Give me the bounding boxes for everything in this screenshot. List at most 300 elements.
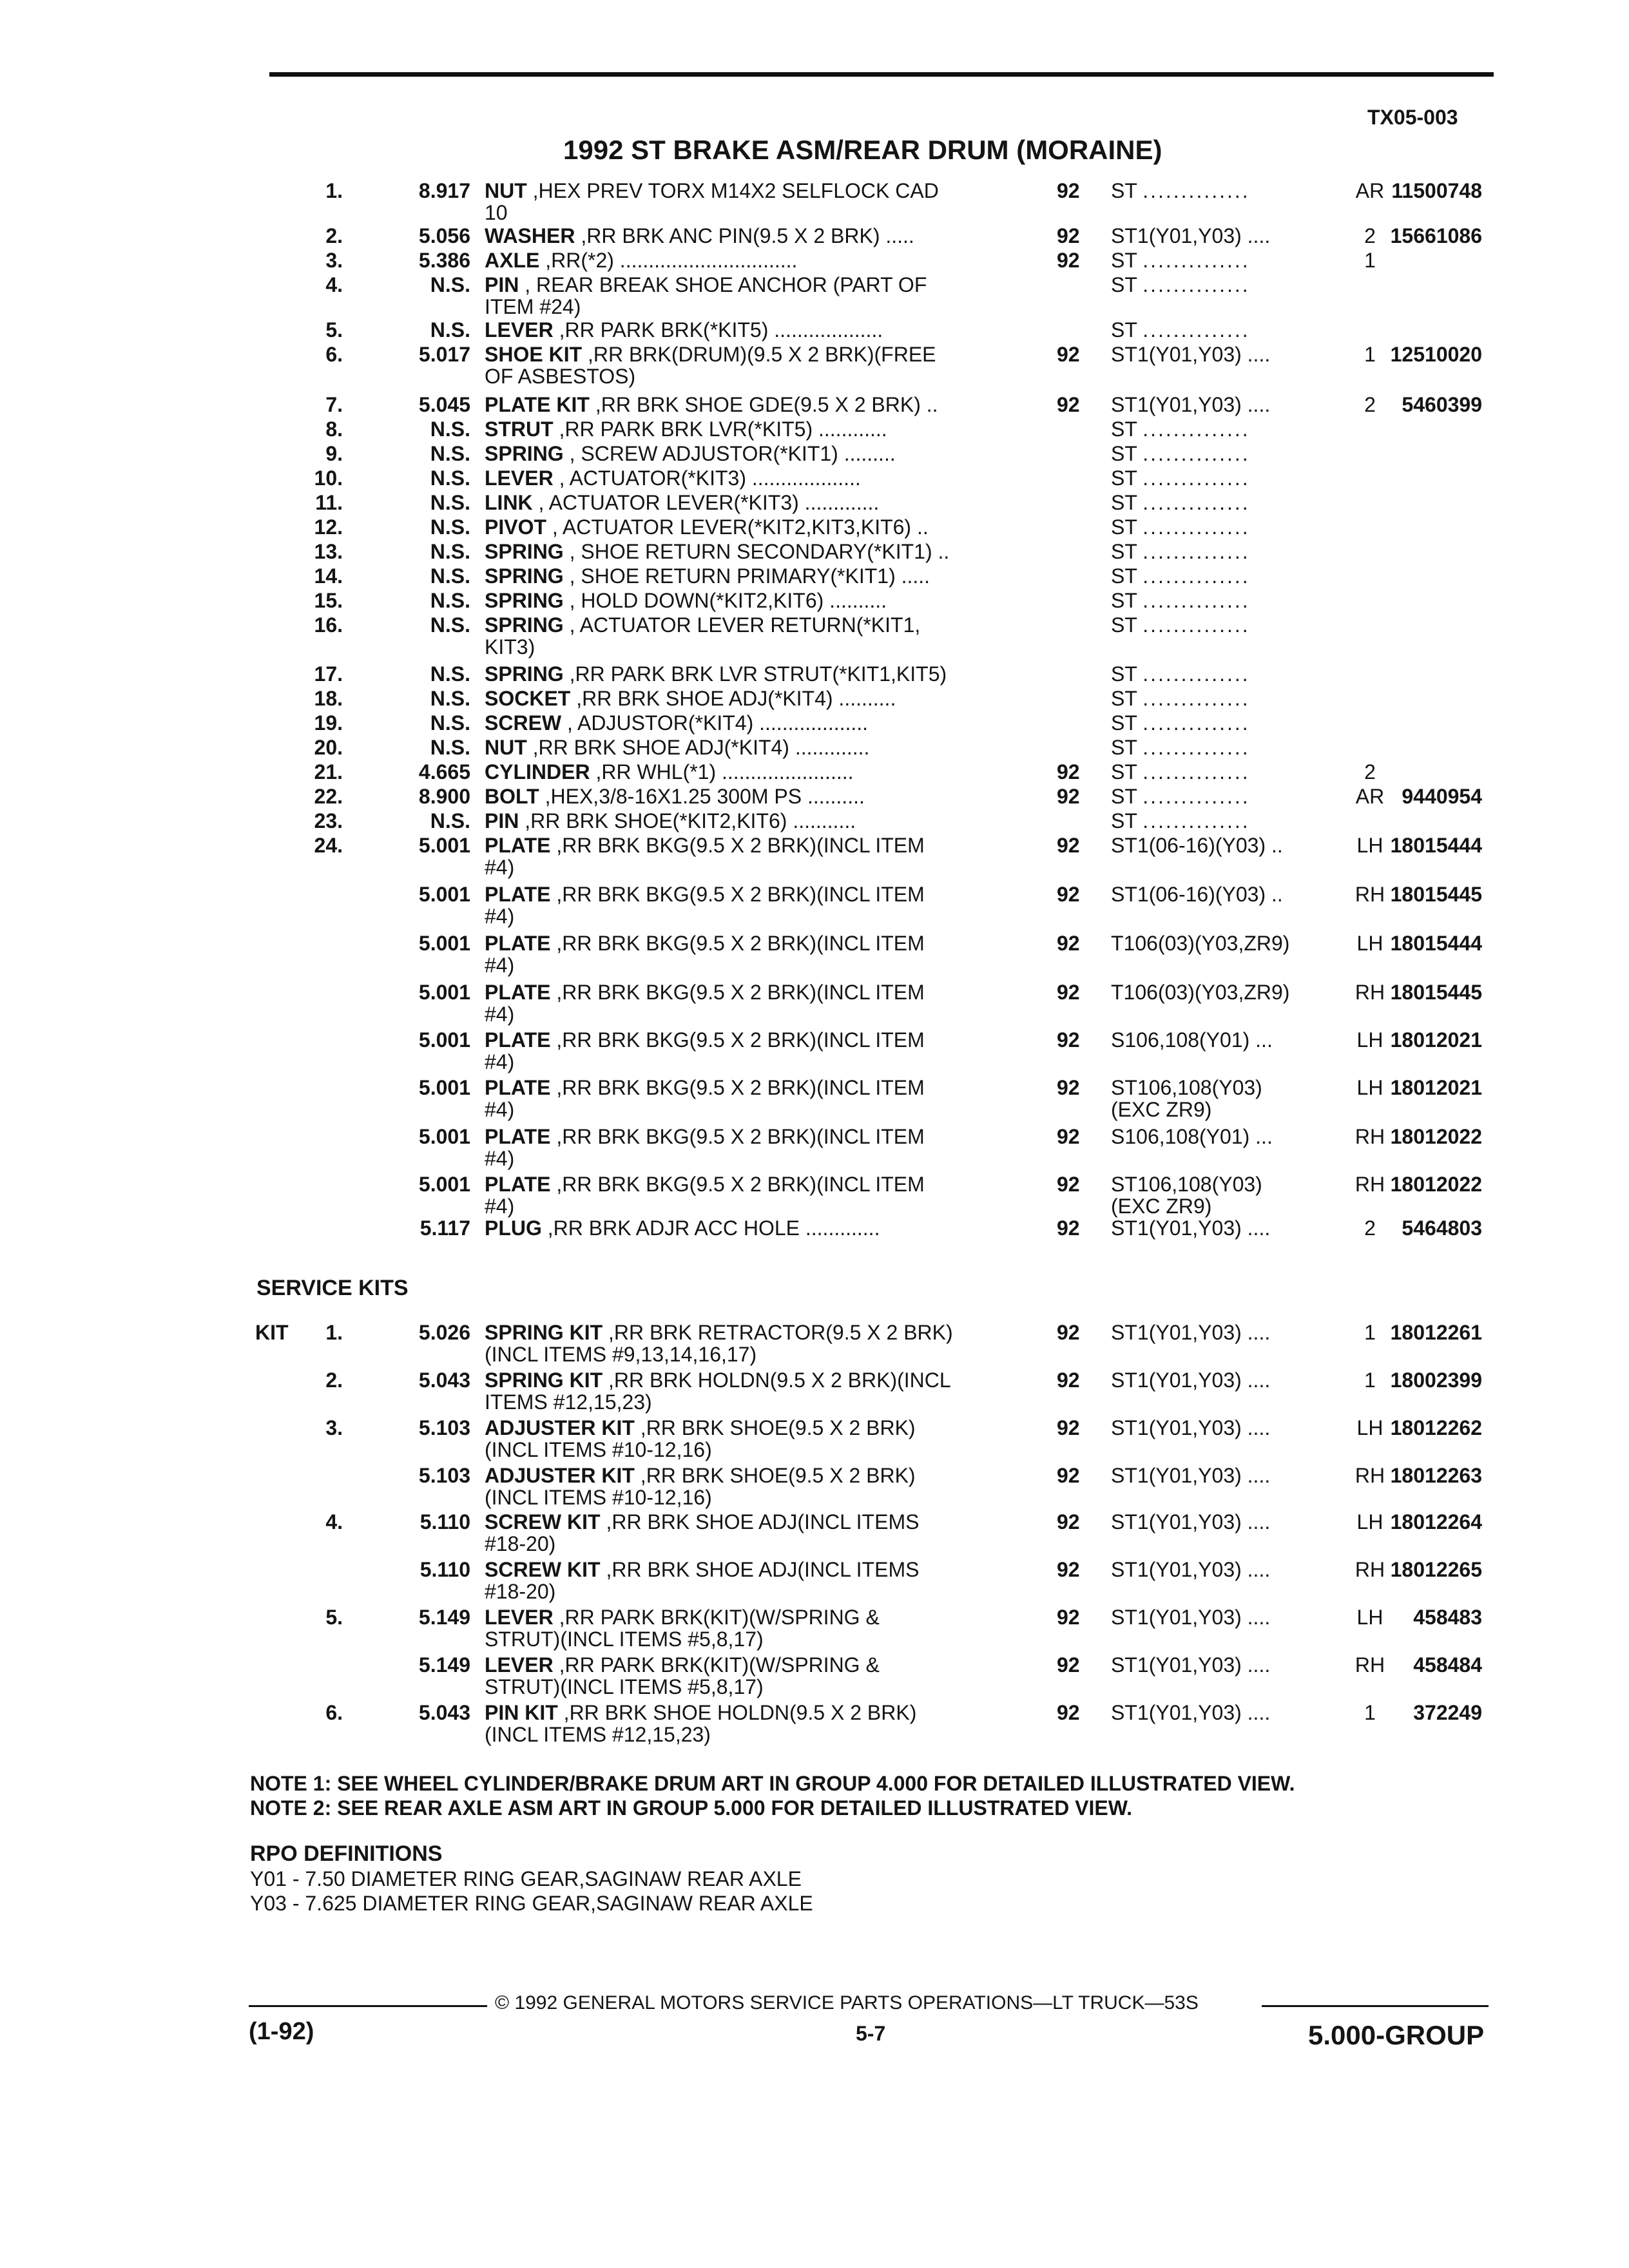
leader-dots: .............. — [1142, 589, 1250, 612]
item-number: 1. — [325, 179, 343, 202]
part-name: WASHER — [485, 224, 575, 247]
part-row — [0, 394, 1629, 420]
model-code: ST — [1111, 564, 1137, 588]
part-name: CYLINDER — [485, 760, 590, 783]
part-number: 18012022 — [1390, 1173, 1482, 1196]
part-row — [0, 443, 1629, 469]
part-name: PLATE — [485, 1173, 551, 1196]
part-row — [0, 590, 1629, 616]
part-row — [0, 343, 1629, 388]
kit-row — [0, 1321, 1629, 1366]
part-detail: ,RR BRK BKG(9.5 X 2 BRK)(INCL ITEM — [556, 883, 925, 906]
part-detail: ,HEX,3/8-16X1.25 300M PS .......... — [545, 785, 865, 808]
part-description — [485, 811, 856, 831]
part-name: PLATE — [485, 981, 551, 1004]
part-description — [485, 1077, 925, 1098]
part-row — [0, 1218, 1629, 1244]
kit-row — [0, 1464, 1629, 1509]
model-year: 92 — [1057, 1464, 1080, 1487]
model-year: 92 — [1057, 1321, 1080, 1344]
part-name: NUT — [485, 736, 527, 759]
description-continuation: #4) — [485, 954, 515, 977]
part-name: LEVER — [485, 466, 554, 490]
part-detail: , SCREW ADJUSTOR(*KIT1) ......... — [569, 442, 896, 465]
part-row — [0, 1076, 1629, 1121]
part-number: 18012021 — [1390, 1076, 1482, 1099]
part-name: SPRING KIT — [485, 1369, 603, 1392]
model-usage — [1111, 1655, 1270, 1675]
part-description — [485, 250, 797, 271]
item-number: 17. — [314, 662, 343, 686]
catalog-group: N.S. — [430, 491, 470, 514]
model-usage — [1111, 590, 1250, 611]
part-number: 9440954 — [1402, 785, 1482, 808]
part-number: 5464803 — [1402, 1216, 1482, 1240]
model-code: ST — [1111, 687, 1137, 710]
model-usage — [1111, 274, 1250, 295]
part-name: PLATE — [485, 883, 551, 906]
part-description — [485, 1322, 953, 1343]
model-year: 92 — [1057, 343, 1080, 366]
part-name: PLATE — [485, 1076, 551, 1099]
catalog-group: N.S. — [430, 687, 470, 710]
model-code: ST1(Y01,Y03) .... — [1111, 1606, 1271, 1629]
kit-row — [0, 1701, 1629, 1746]
part-row — [0, 468, 1629, 494]
rpo-line-y03: Y03 - 7.625 DIAMETER RING GEAR,SAGINAW REAR AXLE — [250, 1892, 813, 1915]
model-usage — [1111, 492, 1250, 513]
part-name: PLATE KIT — [485, 393, 590, 416]
model-usage — [1111, 1512, 1270, 1532]
model-code: ST — [1111, 418, 1137, 441]
part-detail: ,RR BRK SHOE HOLDN(9.5 X 2 BRK) — [563, 1701, 917, 1724]
item-number: 5. — [325, 318, 343, 341]
catalog-group: N.S. — [430, 515, 470, 539]
catalog-group: 5.043 — [418, 1369, 470, 1392]
model-year: 92 — [1057, 1510, 1080, 1533]
item-number: 15. — [314, 589, 343, 612]
part-row — [0, 541, 1629, 567]
part-detail: ,RR BRK ANC PIN(9.5 X 2 BRK) ..... — [581, 224, 914, 247]
part-description — [485, 344, 936, 365]
model-code: ST1(Y01,Y03) .... — [1111, 1321, 1271, 1344]
part-row — [0, 492, 1629, 518]
quantity: LH — [1356, 834, 1383, 857]
part-number: 15661086 — [1390, 224, 1482, 247]
part-row — [0, 179, 1629, 224]
part-detail: ,RR BRK(DRUM)(9.5 X 2 BRK)(FREE — [588, 343, 936, 366]
model-code: ST — [1111, 249, 1137, 272]
model-usage — [1111, 541, 1250, 562]
catalog-group: 5.149 — [418, 1653, 470, 1677]
part-description — [485, 664, 947, 684]
model-year: 92 — [1057, 834, 1080, 857]
item-number: 6. — [325, 1701, 343, 1724]
model-year: 92 — [1057, 1701, 1080, 1724]
item-number: 11. — [315, 491, 343, 514]
item-number: 1. — [325, 1321, 343, 1344]
description-continuation: 10 — [485, 201, 508, 224]
footer-date: (1-92) — [249, 2018, 314, 2045]
quantity: LH — [1356, 1028, 1383, 1052]
quantity: 1 — [1364, 1321, 1376, 1344]
part-detail: ,RR BRK SHOE GDE(9.5 X 2 BRK) .. — [595, 393, 938, 416]
model-code: ST106,108(Y03) — [1111, 1173, 1262, 1196]
part-name: PIVOT — [485, 515, 547, 539]
item-number: 8. — [325, 418, 343, 441]
note-1: NOTE 1: SEE WHEEL CYLINDER/BRAKE DRUM ART IN GROUP 4.000 FOR DETAILED ILLUSTRATED VIEW. — [250, 1772, 1295, 1795]
model-code: ST1(06-16)(Y03) .. — [1111, 834, 1283, 857]
part-number: 11500748 — [1391, 179, 1482, 202]
description-continuation: (INCL ITEMS #10-12,16) — [485, 1438, 712, 1461]
description-continuation: (INCL ITEMS #10-12,16) — [485, 1486, 712, 1509]
part-detail: ,RR BRK SHOE ADJ(INCL ITEMS — [606, 1510, 920, 1533]
part-row — [0, 811, 1629, 836]
catalog-group: 5.001 — [418, 1125, 470, 1148]
quantity: 2 — [1364, 760, 1376, 783]
model-code: ST — [1111, 589, 1137, 612]
model-year: 92 — [1057, 179, 1080, 202]
item-number: 3. — [325, 1416, 343, 1439]
model-year: 92 — [1057, 981, 1080, 1004]
part-description — [485, 443, 896, 464]
part-number: 458484 — [1413, 1653, 1482, 1677]
description-continuation: ITEMS #12,15,23) — [485, 1390, 652, 1414]
part-detail: ,RR BRK SHOE(*KIT2,KIT6) ........... — [525, 809, 856, 832]
catalog-group: 5.149 — [418, 1606, 470, 1629]
description-continuation: (INCL ITEMS #9,13,14,16,17) — [485, 1343, 757, 1366]
catalog-group: 5.110 — [419, 1558, 470, 1581]
part-detail: ,RR BRK SHOE(9.5 X 2 BRK) — [640, 1464, 916, 1487]
part-detail: , ACTUATOR(*KIT3) ................... — [559, 466, 861, 490]
description-continuation: STRUT)(INCL ITEMS #5,8,17) — [485, 1628, 764, 1651]
leader-dots: .............. — [1142, 809, 1250, 832]
part-description — [485, 492, 879, 513]
model-code: ST — [1111, 809, 1137, 832]
model-usage — [1111, 566, 1250, 586]
part-description — [485, 1370, 951, 1390]
model-year: 92 — [1057, 883, 1080, 906]
part-detail: ,RR BRK BKG(9.5 X 2 BRK)(INCL ITEM — [556, 834, 925, 857]
quantity: AR — [1355, 179, 1385, 202]
catalog-group: 5.110 — [419, 1510, 470, 1533]
model-year: 92 — [1057, 1028, 1080, 1052]
model-code: S106,108(Y01) ... — [1111, 1125, 1273, 1148]
part-name: PLATE — [485, 1125, 551, 1148]
model-year: 92 — [1057, 932, 1080, 955]
catalog-group: 5.001 — [418, 981, 470, 1004]
item-number: 13. — [314, 540, 343, 563]
part-name: SPRING — [485, 589, 564, 612]
model-year: 92 — [1057, 1606, 1080, 1629]
part-number: 12510020 — [1390, 343, 1482, 366]
item-number: 5. — [325, 1606, 343, 1629]
model-code: T106(03)(Y03,ZR9) — [1111, 981, 1290, 1004]
model-usage — [1111, 1030, 1273, 1050]
part-row — [0, 762, 1629, 787]
part-detail: ,RR PARK BRK(*KIT5) ................... — [559, 318, 883, 341]
model-year: 92 — [1057, 1558, 1080, 1581]
part-name: PLUG — [485, 1216, 542, 1240]
part-description — [485, 566, 930, 586]
item-number: 6. — [325, 343, 343, 366]
leader-dots: .............. — [1142, 760, 1250, 783]
catalog-group: 4.665 — [418, 760, 470, 783]
quantity: 1 — [1364, 1701, 1376, 1724]
model-code-continuation: (EXC ZR9) — [1111, 1098, 1212, 1121]
part-row — [0, 932, 1629, 977]
catalog-group: 5.386 — [418, 249, 470, 272]
part-row — [0, 1125, 1629, 1170]
leader-dots: .............. — [1142, 736, 1250, 759]
part-description — [485, 468, 861, 488]
leader-dots: .............. — [1142, 662, 1250, 686]
part-description — [485, 419, 887, 439]
model-usage — [1111, 688, 1250, 709]
kit-row — [0, 1606, 1629, 1651]
part-detail: , ACTUATOR LEVER(*KIT3) ............. — [538, 491, 880, 514]
model-usage — [1111, 226, 1270, 246]
model-code: ST1(Y01,Y03) .... — [1111, 1369, 1271, 1392]
model-usage — [1111, 394, 1270, 415]
item-number: 9. — [325, 442, 343, 465]
leader-dots: .............. — [1142, 540, 1250, 563]
kit-row — [0, 1558, 1629, 1603]
part-number: 18012262 — [1390, 1416, 1482, 1439]
catalog-group: N.S. — [430, 662, 470, 686]
model-code: ST — [1111, 662, 1137, 686]
part-row — [0, 737, 1629, 763]
model-usage — [1111, 517, 1250, 537]
catalog-group: 5.001 — [418, 932, 470, 955]
part-number: 18015445 — [1390, 981, 1482, 1004]
part-row — [0, 273, 1629, 318]
part-detail: ,RR BRK BKG(9.5 X 2 BRK)(INCL ITEM — [556, 1173, 925, 1196]
model-usage — [1111, 762, 1250, 782]
item-number: 7. — [325, 393, 343, 416]
model-code: ST — [1111, 711, 1137, 735]
part-number: 18015444 — [1390, 932, 1482, 955]
model-code: ST — [1111, 736, 1137, 759]
part-number: 18015445 — [1390, 883, 1482, 906]
model-code: T106(03)(Y03,ZR9) — [1111, 932, 1290, 955]
part-description — [485, 541, 949, 562]
model-year: 92 — [1057, 1173, 1080, 1196]
quantity: AR — [1355, 785, 1385, 808]
model-code: ST — [1111, 442, 1137, 465]
part-detail: ,RR BRK BKG(9.5 X 2 BRK)(INCL ITEM — [556, 981, 925, 1004]
item-number: 20. — [314, 736, 343, 759]
model-usage — [1111, 1077, 1262, 1098]
quantity: RH — [1354, 883, 1385, 906]
model-code: ST — [1111, 179, 1137, 202]
catalog-group: 5.043 — [418, 1701, 470, 1724]
part-detail: , REAR BREAK SHOE ANCHOR (PART OF — [525, 273, 927, 296]
item-number: 16. — [314, 613, 343, 637]
item-number: 21. — [314, 760, 343, 783]
catalog-group: 5.001 — [418, 883, 470, 906]
quantity: LH — [1356, 932, 1383, 955]
model-usage — [1111, 982, 1289, 1003]
part-description — [485, 1559, 919, 1580]
part-detail: , ADJUSTOR(*KIT4) ................... — [567, 711, 869, 735]
part-row — [0, 419, 1629, 445]
catalog-group: N.S. — [430, 466, 470, 490]
leader-dots: .............. — [1142, 179, 1250, 202]
part-description — [485, 274, 927, 295]
model-code: ST1(Y01,Y03) .... — [1111, 1510, 1271, 1533]
part-row — [0, 226, 1629, 251]
quantity: RH — [1354, 981, 1385, 1004]
description-continuation: KIT3) — [485, 635, 535, 658]
leader-dots: .............. — [1142, 491, 1250, 514]
part-number: 458483 — [1413, 1606, 1482, 1629]
item-number: 14. — [314, 564, 343, 588]
part-row — [0, 517, 1629, 543]
leader-dots: .............. — [1142, 515, 1250, 539]
part-detail: ,RR BRK BKG(9.5 X 2 BRK)(INCL ITEM — [556, 1028, 925, 1052]
description-continuation: #4) — [485, 1195, 515, 1218]
rpo-line-y01: Y01 - 7.50 DIAMETER RING GEAR,SAGINAW REAR AXLE — [250, 1867, 802, 1890]
model-usage — [1111, 1418, 1270, 1438]
part-name: AXLE — [485, 249, 540, 272]
part-number: 18012022 — [1390, 1125, 1482, 1148]
leader-dots: .............. — [1142, 273, 1250, 296]
item-number: 4. — [325, 273, 343, 296]
part-number: 18002399 — [1390, 1369, 1482, 1392]
part-name: ADJUSTER KIT — [485, 1416, 635, 1439]
model-code: ST106,108(Y03) — [1111, 1076, 1262, 1099]
model-code: ST1(Y01,Y03) .... — [1111, 1216, 1271, 1240]
part-number: 18012264 — [1390, 1510, 1482, 1533]
part-row — [0, 688, 1629, 714]
model-code: ST — [1111, 273, 1137, 296]
description-continuation: (INCL ITEMS #12,15,23) — [485, 1723, 711, 1746]
catalog-group: 5.001 — [418, 834, 470, 857]
model-usage — [1111, 1126, 1273, 1147]
model-usage — [1111, 1218, 1270, 1238]
model-code: ST — [1111, 318, 1137, 341]
model-code: ST — [1111, 760, 1137, 783]
model-usage — [1111, 250, 1250, 271]
part-detail: ,RR BRK HOLDN(9.5 X 2 BRK)(INCL — [608, 1369, 951, 1392]
part-name: SPRING KIT — [485, 1321, 603, 1344]
catalog-group: N.S. — [430, 736, 470, 759]
quantity: RH — [1354, 1464, 1385, 1487]
part-detail: ,RR BRK BKG(9.5 X 2 BRK)(INCL ITEM — [556, 1076, 925, 1099]
footer-rule-left — [249, 2005, 487, 2007]
part-row — [0, 883, 1629, 928]
part-description — [485, 1418, 916, 1438]
part-number: 18012021 — [1390, 1028, 1482, 1052]
catalog-group: N.S. — [430, 589, 470, 612]
part-name: LEVER — [485, 1606, 554, 1629]
footer-copyright: © 1992 GENERAL MOTORS SERVICE PARTS OPERATIONS—LT TRUCK—53S — [495, 1992, 1199, 2013]
catalog-group: 5.001 — [418, 1173, 470, 1196]
catalog-group: N.S. — [430, 442, 470, 465]
model-code: ST1(06-16)(Y03) .. — [1111, 883, 1283, 906]
part-description — [485, 835, 925, 856]
part-description — [485, 394, 938, 415]
part-row — [0, 981, 1629, 1026]
footer-page-number: 5-7 — [856, 2022, 886, 2045]
model-year: 92 — [1057, 393, 1080, 416]
quantity: 1 — [1364, 1369, 1376, 1392]
part-description — [485, 180, 939, 201]
leader-dots: .............. — [1142, 613, 1250, 637]
part-row — [0, 713, 1629, 738]
part-description — [485, 884, 925, 905]
part-description — [485, 737, 869, 758]
footer-rule-right — [1262, 2005, 1489, 2007]
part-row — [0, 566, 1629, 591]
part-name: SPRING — [485, 564, 564, 588]
quantity: 1 — [1364, 343, 1376, 366]
model-usage — [1111, 811, 1250, 831]
leader-dots: .............. — [1142, 466, 1250, 490]
quantity: 2 — [1364, 1216, 1376, 1240]
part-description — [485, 615, 920, 635]
part-row — [0, 1173, 1629, 1218]
model-code: ST1(Y01,Y03) .... — [1111, 1464, 1271, 1487]
description-continuation: #4) — [485, 1050, 515, 1073]
model-usage — [1111, 468, 1250, 488]
model-code: ST1(Y01,Y03) .... — [1111, 1416, 1271, 1439]
service-kits-heading: SERVICE KITS — [256, 1276, 409, 1300]
part-detail: , SHOE RETURN PRIMARY(*KIT1) ..... — [569, 564, 930, 588]
part-number: 18012265 — [1390, 1558, 1482, 1581]
part-detail: ,RR BRK SHOE(9.5 X 2 BRK) — [640, 1416, 916, 1439]
part-name: ADJUSTER KIT — [485, 1464, 635, 1487]
part-number: 18012261 — [1390, 1321, 1482, 1344]
part-description — [485, 982, 925, 1003]
model-code: ST — [1111, 491, 1137, 514]
model-year: 92 — [1057, 1076, 1080, 1099]
part-description — [485, 1607, 880, 1628]
description-continuation: #18-20) — [485, 1580, 556, 1603]
model-usage — [1111, 320, 1250, 340]
catalog-group: 5.001 — [418, 1028, 470, 1052]
part-name: SCREW KIT — [485, 1558, 601, 1581]
note-2: NOTE 2: SEE REAR AXLE ASM ART IN GROUP 5.000 FOR DETAILED ILLUSTRATED VIEW. — [250, 1796, 1133, 1820]
model-usage — [1111, 1559, 1270, 1580]
part-row — [0, 786, 1629, 812]
part-detail: ,RR BRK BKG(9.5 X 2 BRK)(INCL ITEM — [556, 932, 925, 955]
part-description — [485, 933, 925, 954]
part-description — [485, 786, 865, 807]
catalog-group: 5.001 — [418, 1076, 470, 1099]
model-usage — [1111, 1174, 1262, 1195]
model-year: 92 — [1057, 1416, 1080, 1439]
part-number: 18015444 — [1390, 834, 1482, 857]
kit-row — [0, 1369, 1629, 1414]
part-number: 5460399 — [1402, 393, 1482, 416]
part-detail: ,RR PARK BRK(KIT)(W/SPRING & — [559, 1653, 880, 1677]
model-year: 92 — [1057, 1653, 1080, 1677]
part-detail: ,RR WHL(*1) ....................... — [595, 760, 854, 783]
leader-dots: .............. — [1142, 418, 1250, 441]
part-detail: , HOLD DOWN(*KIT2,KIT6) .......... — [569, 589, 887, 612]
model-usage — [1111, 737, 1250, 758]
leader-dots: .............. — [1142, 687, 1250, 710]
part-name: LINK — [485, 491, 533, 514]
quantity: 2 — [1364, 393, 1376, 416]
part-detail: ,RR BRK ADJR ACC HOLE ............. — [547, 1216, 880, 1240]
catalog-group: 5.017 — [418, 343, 470, 366]
catalog-group: 5.045 — [418, 393, 470, 416]
leader-dots: .............. — [1142, 711, 1250, 735]
part-name: PLATE — [485, 834, 551, 857]
